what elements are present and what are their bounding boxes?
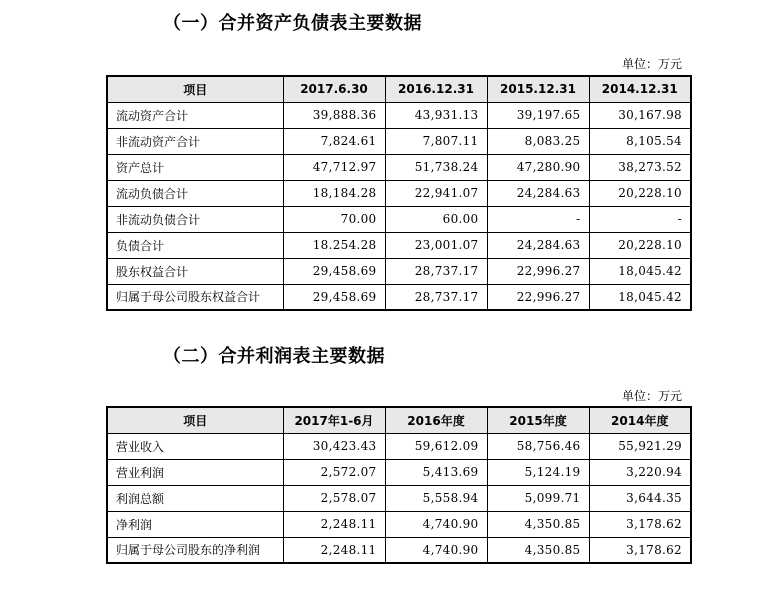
table-row [107,206,691,232]
row-label: 归属于母公司股东权益合计 [107,284,283,310]
balance-sheet-unit: 单位：万元 [621,57,682,71]
table-cell: - [487,206,589,232]
column-header: 2016年度 [385,407,487,433]
table-cell: 29,458.69 [283,258,385,284]
table-cell: - [589,206,691,232]
row-label: 负债合计 [107,232,283,258]
table-cell: 18,184.28 [283,180,385,206]
table-row [107,459,691,485]
column-header: 2015年度 [487,407,589,433]
row-label: 资产总计 [107,154,283,180]
table-cell: 8,105.54 [589,128,691,154]
table-cell: 2,248.11 [283,511,385,537]
table-cell: 47,712.97 [283,154,385,180]
column-header: 2014.12.31 [589,76,691,102]
table-cell: 18.254.28 [283,232,385,258]
table-cell: 23,001.07 [385,232,487,258]
row-label: 流动资产合计 [107,102,283,128]
table-row [107,284,691,310]
table-cell: 2,572.07 [283,459,385,485]
table-cell: 20,228.10 [589,180,691,206]
table-cell: 7,807.11 [385,128,487,154]
table-row [107,485,691,511]
table-row [107,537,691,563]
table-cell: 7,824.61 [283,128,385,154]
table-row [107,180,691,206]
table-cell: 30,423.43 [283,433,385,459]
row-label: 营业收入 [107,433,283,459]
income-statement-unit: 单位：万元 [621,389,682,403]
table-cell: 22,941.07 [385,180,487,206]
table-cell: 2,248.11 [283,537,385,563]
table-cell: 43,931.13 [385,102,487,128]
table-cell: 3,178.62 [589,537,691,563]
table-cell: 39,888.36 [283,102,385,128]
table-cell: 4,740.90 [385,511,487,537]
table-cell: 18,045.42 [589,284,691,310]
table-cell: 47,280.90 [487,154,589,180]
table-cell: 24,284.63 [487,232,589,258]
table-header-row [107,407,691,433]
column-header: 2015.12.31 [487,76,589,102]
table-row [107,511,691,537]
table-cell: 70.00 [283,206,385,232]
table-cell: 8,083.25 [487,128,589,154]
table-cell: 22,996.27 [487,284,589,310]
table-row [107,258,691,284]
table-cell: 2,578.07 [283,485,385,511]
table-row [107,102,691,128]
table-cell: 38,273.52 [589,154,691,180]
table-cell: 3,220.94 [589,459,691,485]
table-cell: 55,921.29 [589,433,691,459]
table-cell: 51,738.24 [385,154,487,180]
income-statement-table [106,406,692,564]
table-row [107,433,691,459]
column-header: 2017.6.30 [283,76,385,102]
column-header: 2014年度 [589,407,691,433]
column-header: 2017年1-6月 [283,407,385,433]
table-cell: 28,737.17 [385,284,487,310]
balance-sheet-table [106,75,692,311]
table-cell: 4,350.85 [487,537,589,563]
row-label: 股东权益合计 [107,258,283,284]
table-cell: 18,045.42 [589,258,691,284]
table-cell: 3,178.62 [589,511,691,537]
row-label: 流动负债合计 [107,180,283,206]
table-cell: 28,737.17 [385,258,487,284]
table-cell: 5,413.69 [385,459,487,485]
table-cell: 5,558.94 [385,485,487,511]
table-cell: 20,228.10 [589,232,691,258]
table-cell: 5,099.71 [487,485,589,511]
table-cell: 39,197.65 [487,102,589,128]
table-cell: 3,644.35 [589,485,691,511]
column-header: 项目 [107,76,283,102]
table-cell: 30,167.98 [589,102,691,128]
table-cell: 59,612.09 [385,433,487,459]
table-cell: 22,996.27 [487,258,589,284]
table-row [107,232,691,258]
table-cell: 24,284.63 [487,180,589,206]
row-label: 非流动负债合计 [107,206,283,232]
balance-sheet-title: （一）合并资产负债表主要数据 [163,13,422,34]
table-row [107,154,691,180]
table-cell: 4,350.85 [487,511,589,537]
row-label: 归属于母公司股东的净利润 [107,537,283,563]
table-row [107,128,691,154]
table-header-row [107,76,691,102]
table-cell: 60.00 [385,206,487,232]
row-label: 净利润 [107,511,283,537]
table-cell: 29,458.69 [283,284,385,310]
table-cell: 4,740.90 [385,537,487,563]
column-header: 2016.12.31 [385,76,487,102]
table-cell: 58,756.46 [487,433,589,459]
table-cell: 5,124.19 [487,459,589,485]
row-label: 利润总额 [107,485,283,511]
row-label: 营业利润 [107,459,283,485]
row-label: 非流动资产合计 [107,128,283,154]
column-header: 项目 [107,407,283,433]
income-statement-title: （二）合并利润表主要数据 [163,346,385,367]
